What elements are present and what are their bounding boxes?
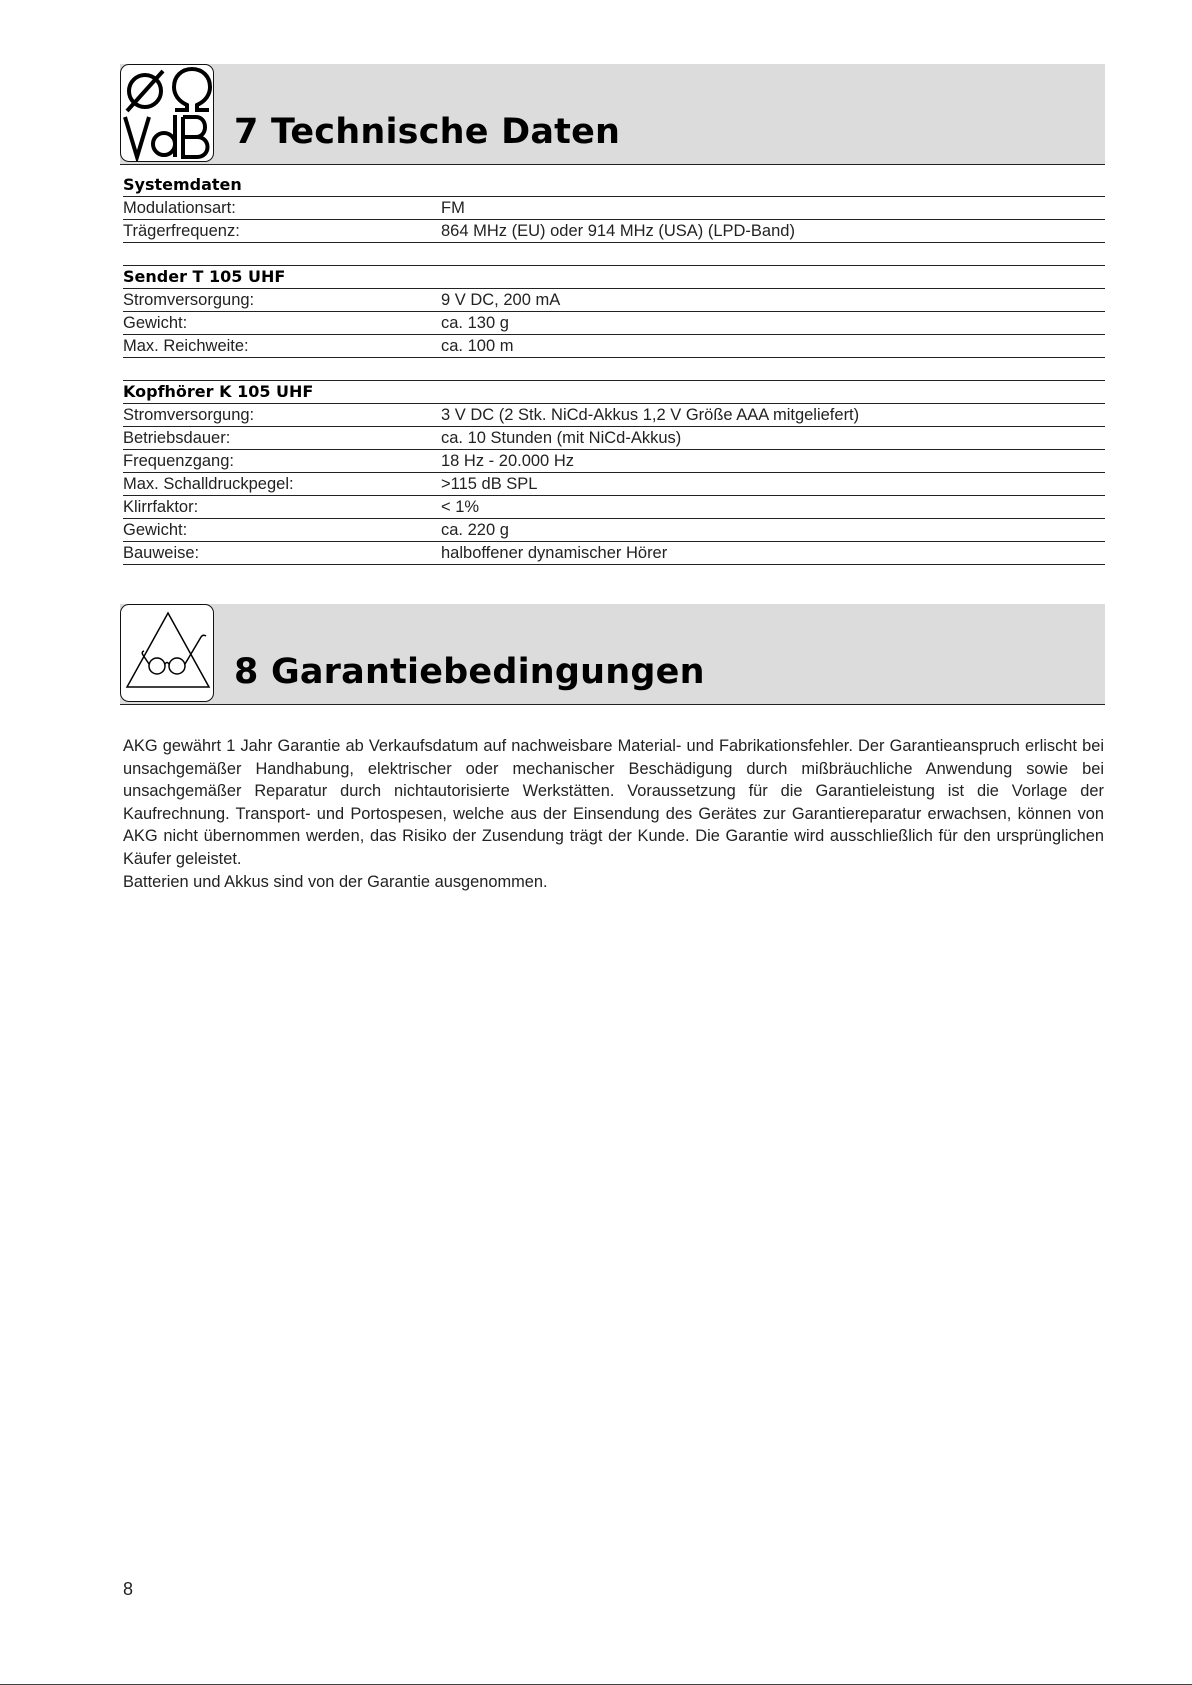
table-row bbox=[123, 427, 1105, 450]
page-number: 8 bbox=[123, 1579, 134, 1599]
row-value: ca. 130 g bbox=[441, 314, 509, 332]
row-label: Bauweise: bbox=[123, 544, 200, 562]
spec-table bbox=[123, 174, 1105, 565]
technical-section-header bbox=[120, 64, 1105, 165]
row-label: Max. Schalldruckpegel: bbox=[123, 475, 294, 493]
table-row bbox=[123, 312, 1105, 335]
row-value: < 1% bbox=[441, 498, 480, 516]
row-label: Trägerfrequenz: bbox=[123, 222, 240, 240]
group-title-sender: Sender T 105 UHF bbox=[123, 266, 1105, 289]
row-label: Stromversorgung: bbox=[123, 291, 255, 309]
table-row bbox=[123, 473, 1105, 496]
ohm-vdb-logo-icon bbox=[120, 64, 214, 162]
row-value: 18 Hz - 20.000 Hz bbox=[441, 452, 574, 470]
table-row bbox=[123, 289, 1105, 312]
row-label: Frequenzgang: bbox=[123, 452, 234, 470]
group-title-kopfhoerer: Kopfhörer K 105 UHF bbox=[123, 381, 1105, 404]
row-value: 9 V DC, 200 mA bbox=[441, 291, 561, 309]
table-row bbox=[123, 450, 1105, 473]
table-row bbox=[123, 197, 1105, 220]
table-row bbox=[123, 542, 1105, 565]
row-value: ca. 220 g bbox=[441, 521, 509, 539]
table-row bbox=[123, 404, 1105, 427]
row-value: 864 MHz (EU) oder 914 MHz (USA) (LPD-Band) bbox=[441, 222, 795, 240]
row-value: ca. 100 m bbox=[441, 337, 514, 355]
table-spacer bbox=[123, 358, 1105, 381]
warranty-section-title: 8 Garantiebedingungen bbox=[234, 652, 705, 692]
warranty-note: Batterien und Akkus sind von der Garantie ausgenommen. bbox=[123, 872, 548, 891]
row-label: Gewicht: bbox=[123, 521, 188, 539]
warranty-body bbox=[123, 735, 1104, 893]
row-label: Betriebsdauer: bbox=[123, 429, 231, 447]
group-title-systemdaten: Systemdaten bbox=[123, 174, 1105, 197]
warning-triangle-glasses-icon bbox=[120, 604, 214, 702]
row-value: halboffener dynamischer Hörer bbox=[441, 544, 668, 562]
technical-section-title: 7 Technische Daten bbox=[234, 112, 621, 152]
row-label: Max. Reichweite: bbox=[123, 337, 249, 355]
warranty-paragraph: AKG gewährt 1 Jahr Garantie ab Verkaufsdatum auf nachweisbare Material- und Fabrikationsfehler. Der Garantieanspruch erlischt bei unsachgemäßer Handhabung, elektrischer oder mechanischer Beschädigung durch mißbräuchliche Anwendung sowie bei unsachgemäßer Reparatur durch nichtautorisierte Werkstätten. Voraussetzung für die Garantieleistung ist die Vorlage der Kaufrechnung. Transport- und Portospesen, welche aus der Einsendung des Gerätes zur Garantiereparatur erwachsen, können von AKG nicht übernommen werden, das Risiko der Zusendung trägt der Kunde. Die Garantie wird ausschließlich für den ursprünglichen Käufer geleistet. bbox=[123, 737, 1104, 868]
table-row bbox=[123, 519, 1105, 542]
row-label: Modulationsart: bbox=[123, 199, 236, 217]
table-spacer bbox=[123, 243, 1105, 266]
warranty-section-header bbox=[120, 604, 1105, 705]
row-value: >115 dB SPL bbox=[441, 475, 538, 493]
row-label: Stromversorgung: bbox=[123, 406, 255, 424]
table-row bbox=[123, 335, 1105, 358]
row-value: FM bbox=[441, 199, 465, 217]
table-row bbox=[123, 496, 1105, 519]
row-value: ca. 10 Stunden (mit NiCd-Akkus) bbox=[441, 429, 682, 447]
table-row bbox=[123, 220, 1105, 243]
row-value: 3 V DC (2 Stk. NiCd-Akkus 1,2 V Größe AAA mitgeliefert) bbox=[441, 406, 860, 424]
row-label: Gewicht: bbox=[123, 314, 188, 332]
row-label: Klirrfaktor: bbox=[123, 498, 199, 516]
